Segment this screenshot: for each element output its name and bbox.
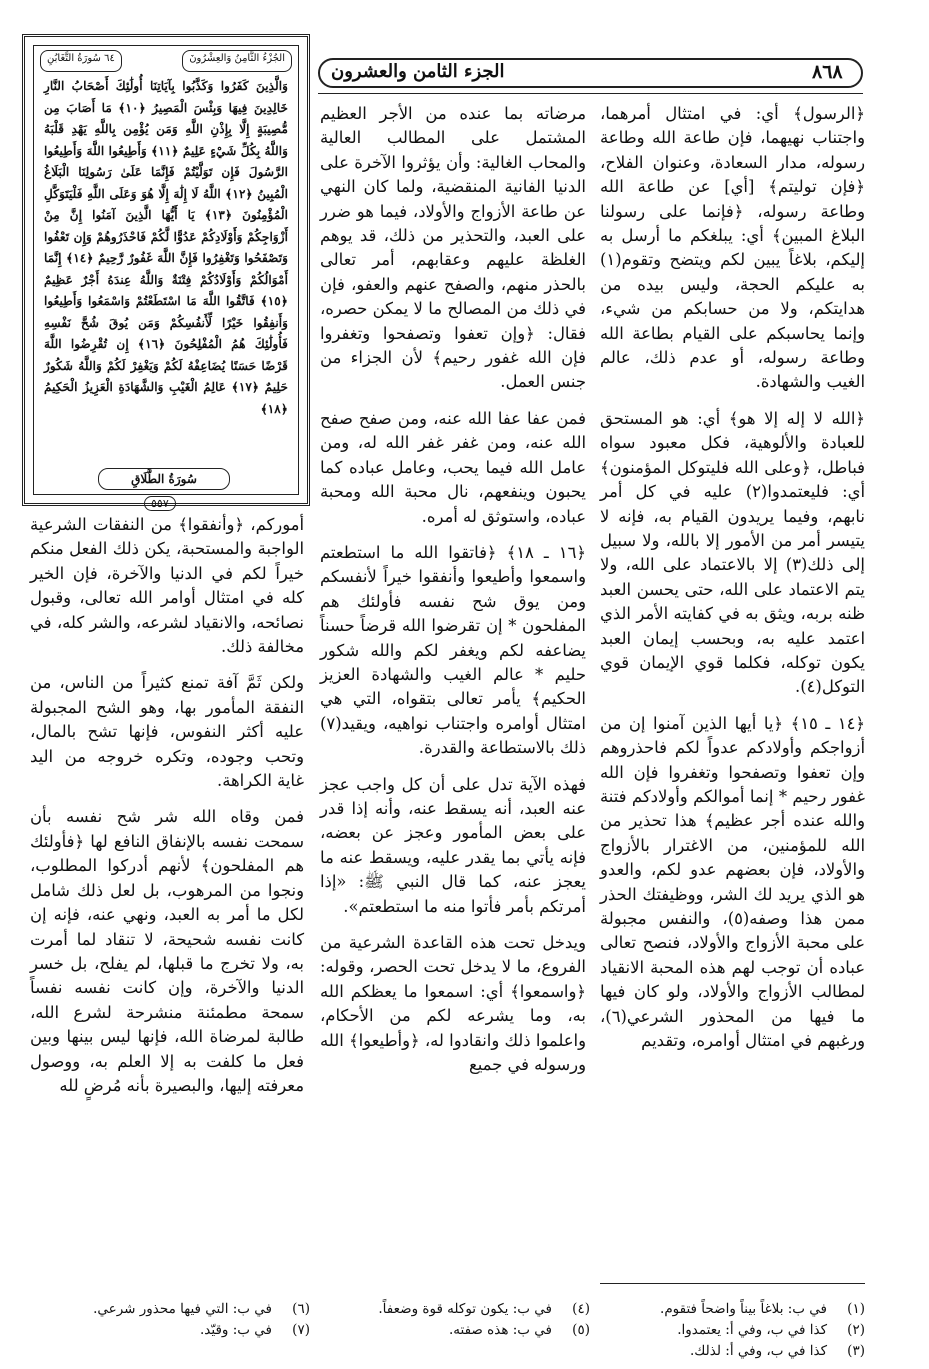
column-middle bbox=[320, 102, 586, 1089]
footnote: (٢)كذا في ب، وفي أ: يعتمدوا. bbox=[677, 1322, 865, 1338]
paragraph: أموركم، ﴿وأنفقوا﴾ من النفقات الشرعية الواجبة والمستحبة، يكن ذلك الفعل منكم خيراً لكم في الدنيا والآخرة، فإن الخير كله في امتثال أوامر الله تعالى، وقبول نصائحه، والانقياد لشرعه، والشر كله، في مخالفة ذلك. bbox=[30, 515, 304, 657]
footnote: (١)في ب: بلاغاً بيناً واضحاً فتقوم. bbox=[660, 1301, 865, 1317]
quran-inner-frame bbox=[33, 45, 299, 510]
quran-verses: وَالَّذِينَ كَفَرُوا وَكَذَّبُوا بِآيَاتِنَا أُولَٰئِكَ أَصْحَابُ النَّارِ خَالِدِينَ فِيهَا وَبِئْسَ الْمَصِيرُ ﴿١٠﴾ مَا أَصَابَ مِن مُّصِيبَةٍ إِلَّا بِإِذْنِ اللَّهِ وَمَن يُؤْمِن بِاللَّهِ يَهْدِ قَلْبَهُ وَاللَّهُ بِكُلِّ شَيْءٍ عَلِيمٌ ﴿١١﴾ وَأَطِيعُوا اللَّهَ وَأَطِيعُوا الرَّسُولَ فَإِن تَوَلَّيْتُمْ فَإِنَّمَا عَلَىٰ رَسُولِنَا الْبَلَاغُ الْمُبِينُ ﴿١٢﴾ اللَّهُ لَا إِلَٰهَ إِلَّا هُوَ وَعَلَى اللَّهِ فَلْيَتَوَكَّلِ الْمُؤْمِنُونَ ﴿١٣﴾ يَا أَيُّهَا الَّذِينَ آمَنُوا إِنَّ مِنْ أَزْوَاجِكُمْ وَأَوْلَادِكُمْ عَدُوًّا لَّكُمْ فَاحْذَرُوهُمْ وَإِن تَعْفُوا وَتَصْفَحُوا وَتَغْفِرُوا فَإِنَّ اللَّهَ غَفُورٌ رَّحِيمٌ ﴿١٤﴾ إِنَّمَا أَمْوَالُكُمْ وَأَوْلَادُكُمْ فِتْنَةٌ وَاللَّهُ عِندَهُ أَجْرٌ عَظِيمٌ ﴿١٥﴾ فَاتَّقُوا اللَّهَ مَا اسْتَطَعْتُمْ وَاسْمَعُوا وَأَطِيعُوا وَأَنفِقُوا خَيْرًا لِّأَنفُسِكُمْ وَمَن يُوقَ شُحَّ نَفْسِهِ فَأُولَٰئِكَ هُمُ الْمُفْلِحُونَ ﴿١٦﴾ إِن تُقْرِضُوا اللَّهَ قَرْضًا حَسَنًا يُضَاعِفْهُ لَكُمْ وَيَغْفِرْ لَكُمْ وَاللَّهُ شَكُورٌ حَلِيمٌ ﴿١٧﴾ عَالِمُ الْغَيْبِ وَالشَّهَادَةِ الْعَزِيزُ الْحَكِيمُ ﴿١٨﴾ bbox=[44, 79, 289, 416]
footnotes-right bbox=[600, 1299, 865, 1362]
paragraph: فمن عفا عفا الله عنه، ومن صفح صفح الله عنه، ومن غفر غفر الله له، ومن عامل الله فيما يحب، وعامل عباده كما يحبون وينفعهم، نال محبة الله ومحبة عباده، واستوثق له أمره. bbox=[320, 408, 586, 526]
header-divider bbox=[318, 93, 863, 94]
column-right bbox=[600, 102, 865, 1065]
paragraph: مرضاته بما عنده من الأجر العظيم المشتمل على المطالب العالية والمحاب الغالية: وأن يؤثروا الآخرة على الدنيا الفانية المنقضية، ولما كان النهي عن طاعة الأزواج والأولاد، فيما هو ضرر على العبد، والتحذير من ذلك، قد يوهم الغلظة عليهم وعقابهم، أمر تعالى بالحذر منهم، والصفح عنهم والعفو، فإن في ذلك من المصالح ما لا يمكن حصره، فقال: ﴿وإن تعفوا وتصفحوا وتغفروا فإن الله غفور رحيم﴾ لأن الجزاء من جنس العمل. bbox=[320, 104, 586, 392]
paragraph: ويدخل تحت هذه القاعدة الشرعية من الفروع، ما لا يدخل تحت الحصر، وقوله: ﴿واسمعوا﴾ أي: اسمعوا ما يعظكم الله به، وما يشرعه لكم من الأحكام، واعلموا ذلك وانقادوا له، ﴿وأطيعوا﴾ الله ورسوله في جميع bbox=[320, 933, 586, 1075]
mushaf-page-number: ٥٥٧ bbox=[144, 496, 176, 511]
quran-box-surah-label: ٦٤ سُورَةُ التَّغَابُنِ bbox=[40, 50, 122, 72]
paragraph: ﴿الرسول﴾ أي: في امتثال أمرهما، واجتناب نهيهما، فإن طاعة الله وطاعة رسوله، مدار السعادة، وعنوان الفلاح، ﴿فإن توليتم﴾ [أي] عن طاعة الله وطاعة رسوله، ﴿فإنما على رسولنا البلاغ المبين﴾ أي: يبلغكم ما أرسل به إليكم، بلاغاً يبين لكم ويتضح وتقوم(١) به عليكم الحجة، وليس بيده من هدايتكم، ولا من حسابكم من شيء، وإنما يحاسبكم على القيام بطاعة الله وطاعة رسوله، أو عدم ذلك، عالم الغيب والشهادة. bbox=[600, 104, 865, 392]
paragraph: فمن وقاه الله شر شح نفسه بأن سمحت نفسه بالإنفاق النافع لها ﴿فأولئك هم المفلحون﴾ لأنهم أدركوا المطلوب، ونجوا من المرهوب، بل لعل ذلك شامل لكل ما أمر به العبد، ونهي عنه، فإنه إن كانت نفسه شحيحة، لا تنقاد لما أمرت به، ولا تخرج ما قبلها، لم يفلح، بل خسر الدنيا والآخرة، وإن كانت نفسه نفساً سمحة مطمئنة منشرحة لشرع الله، طالبة لمرضاة الله، فإنها ليس بينها وبين فعل ما كلفت به إلا العلم به، ووصول معرفته إليها، والبصيرة بأنه مُرضٍ لله bbox=[30, 807, 304, 1095]
quran-box-juz-label: الجُزْءُ الثَّامِنُ وَالعِشْرُونَ bbox=[182, 50, 292, 72]
paragraph: ولكن ثَمَّ آفة تمنع كثيراً من الناس، من النفقة المأمور بها، وهو الشح المجبولة عليه أكثر النفوس، فإنها تشح بالمال، وتحب وجوده، وتكره خروجه من اليد غاية الكراهة. bbox=[30, 673, 304, 791]
paragraph: فهذه الآية تدل على أن كل واجب عجز عنه العبد، أنه يسقط عنه، وأنه إذا قدر على بعض المأمور وعجز عن بعضه، فإنه يأتي بما يقدر عليه، ويسقط عنه ما يعجز عنه، كما قال النبي ﷺ: «إذا أمرتكم بأمر فأتوا منه ما استطعتم». bbox=[320, 774, 586, 916]
footnotes-left bbox=[40, 1299, 310, 1341]
column-left bbox=[30, 513, 304, 1110]
footnote-divider bbox=[600, 1283, 865, 1284]
footnotes-middle bbox=[360, 1299, 590, 1341]
header-title: الجزء الثامن والعشرون bbox=[331, 61, 505, 82]
paragraph: ﴿١٤ ـ ١٥﴾ ﴿يا أيها الذين آمنوا إن من أزواجكم وأولادكم عدواً لكم فاحذروهم وإن تعفوا وتصفحوا وتغفروا فإن الله غفور رحيم * إنما أموالكم وأولادكم فتنة والله عنده أجر عظيم﴾ هذا تحذير من الله للمؤمنين، من الاغترار بالأزواج والأولاد، فإن بعضهم عدو لكم، والعدو هو الذي يريد لك الشر، ووظيفتك الحذر ممن هذا وصفه(٥)، والنفس مجبولة على محبة الأزواج والأولاد، فنصح تعالى عباده أن توجب لهم هذه المحبة الانقياد لمطالب الأزواج والأولاد، ولو كان فيها ما فيها من المحذور الشرعي(٦)، ورغبهم في امتثال أوامره، وتقديم bbox=[600, 713, 865, 1051]
quran-box-header bbox=[40, 50, 292, 72]
footnote: (٣)كذا في ب، وفي أ: لذلك. bbox=[690, 1343, 865, 1359]
footnote: (٤)في ب: يكون توكله قوة وضعفاً. bbox=[378, 1301, 590, 1317]
footnote: (٥)في ب: هذه صفته. bbox=[448, 1322, 590, 1338]
footnote: (٧)في ب: وقيّد. bbox=[200, 1322, 310, 1338]
paragraph: ﴿١٦ ـ ١٨﴾ ﴿فاتقوا الله ما استطعتم واسمعوا وأطيعوا وأنفقوا خيراً لأنفسكم ومن يوق شح نفسه فأولئك هم المفلحون * إن تقرضوا الله قرضاً حسناً يضاعفه لكم ويغفر لكم والله شكور حليم * عالم الغيب والشهادة العزيز الحكيم﴾ يأمر تعالى بتقواه، التي هي امتثال أوامره واجتناب نواهيه، ويقيد(٧) ذلك بالاستطاعة والقدرة. bbox=[320, 542, 586, 758]
paragraph: ﴿الله لا إله إلا هو﴾ أي: هو المستحق للعبادة والألوهية، فكل معبود سواه فباطل، ﴿وعلى الله فليتوكل المؤمنون﴾ أي: فليعتمدوا(٢) عليه في كل أمر نابهم، وفيما يريدون القيام به، فإنه لا يتيسر أمر من الأمور إلا بالله، ولا سبيل إلى ذلك(٣) إلا بالاعتماد على الله، ولا يتم الاعتماد على الله، حتى يحسن العبد ظنه بربه، ويثق به في كفايته الأمر الذي اعتمد عليه به، وبحسب إيمان العبد يكون توكله، فكلما قوي الإيمان قوي التوكل(٤). bbox=[600, 408, 866, 697]
page-number: ٨٦٨ bbox=[812, 61, 843, 83]
quran-text-box bbox=[22, 34, 310, 510]
surah-banner: سُورَةُ الطَّلَاقِ bbox=[98, 468, 230, 490]
footnote: (٦)في ب: التي فيها محذور شرعي. bbox=[93, 1301, 310, 1317]
